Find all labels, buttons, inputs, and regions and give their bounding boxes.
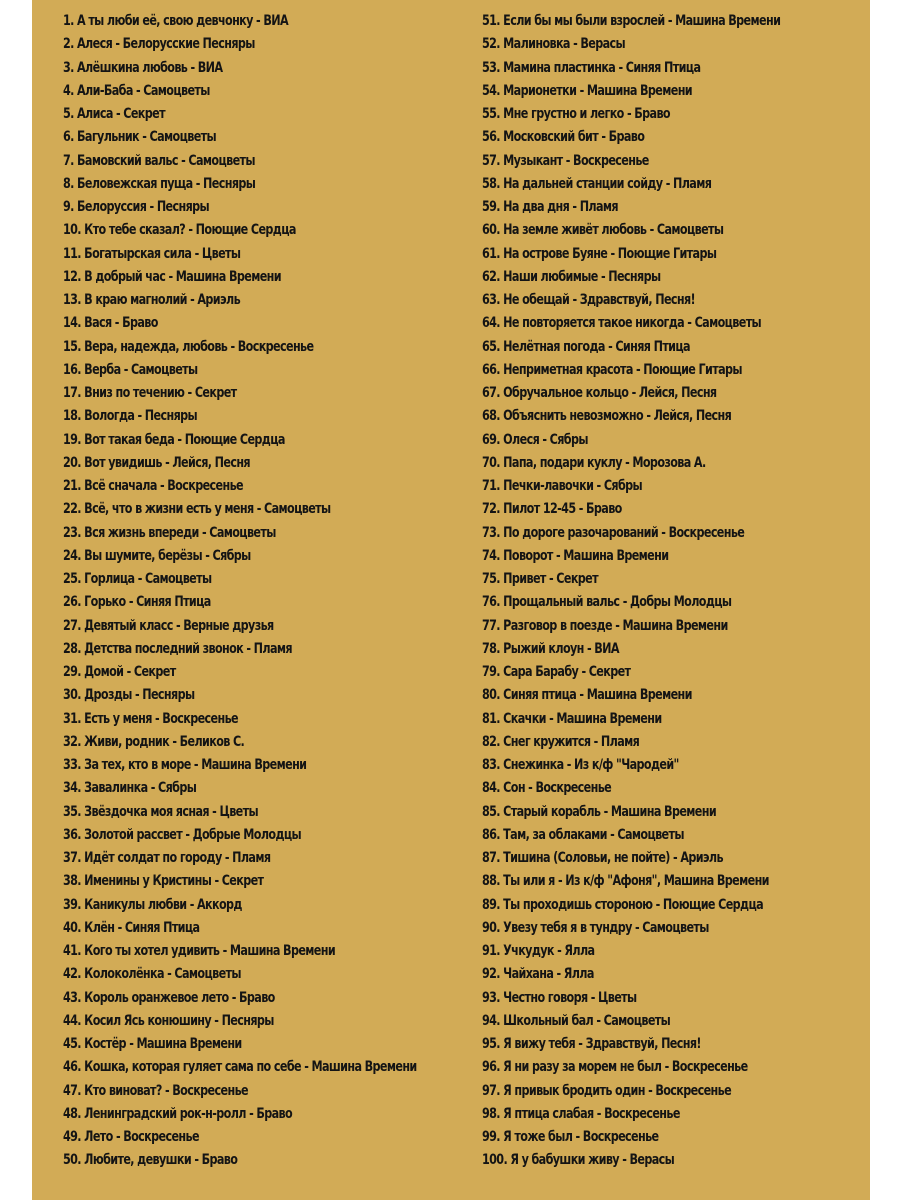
song-entry: 64. Не повторяется такое никогда - Самоцветы (482, 315, 762, 332)
song-entry: 48. Ленинградский рок-н-ролл - Браво (63, 1105, 293, 1122)
song-entry: 25. Горлица - Самоцветы (63, 571, 212, 587)
song-entry: 58. На дальней станции сойду - Пламя (482, 175, 712, 192)
song-entry: 3. Алёшкина любовь - ВИА (63, 59, 223, 76)
song-entry: 12. В добрый час - Машина Времени (63, 268, 281, 285)
song-entry: 96. Я ни разу за морем не был - Воскресенье (482, 1059, 748, 1076)
song-entry: 56. Московский бит - Браво (482, 129, 645, 146)
song-entry: 51. Если бы мы были взрослей - Машина Времени (482, 13, 781, 29)
song-entry: 46. Кошка, которая гуляет сама по себе - Машина Времени (63, 1059, 417, 1076)
song-entry: 38. Именины у Кристины - Секрет (63, 873, 264, 890)
song-entry: 20. Вот увидишь - Лейся, Песня (63, 454, 250, 471)
song-entry: 93. Честно говоря - Цветы (482, 989, 637, 1006)
song-entry: 84. Сон - Воскресенье (482, 780, 612, 797)
song-entry: 31. Есть у меня - Воскресенье (63, 710, 239, 727)
song-entry: 78. Рыжий клоун - ВИА (482, 640, 619, 657)
song-entry: 100. Я у бабушки живу - Верасы (482, 1152, 675, 1169)
song-entry: 30. Дрозды - Песняры (63, 687, 195, 704)
song-entry: 83. Снежинка - Из к/ф "Чародей" (482, 757, 679, 773)
song-entry: 1. А ты люби её, свою девчонку - ВИА (63, 13, 288, 29)
song-entry: 4. Али-Баба - Самоцветы (63, 82, 210, 99)
song-entry: 88. Ты или я - Из к/ф "Афоня", Машина Времени (482, 873, 769, 890)
song-entry: 29. Домой - Секрет (63, 664, 176, 680)
song-entry: 66. Неприметная красота - Поющие Гитары (482, 361, 742, 378)
song-entry: 9. Белоруссия - Песняры (63, 199, 210, 215)
song-entry: 24. Вы шумите, берёзы - Сябры (63, 547, 251, 564)
song-entry: 27. Девятый класс - Верные друзья (63, 617, 274, 634)
song-entry: 63. Не обещай - Здравствуй, Песня! (482, 292, 696, 308)
song-entry: 14. Вася - Браво (63, 315, 158, 332)
song-entry: 76. Прощальный вальс - Добры Молодцы (482, 594, 732, 611)
song-entry: 70. Папа, подари куклу - Морозова А. (482, 454, 706, 471)
song-entry: 40. Клён - Синяя Птица (63, 919, 200, 936)
song-entry: 54. Марионетки - Машина Времени (482, 82, 693, 99)
song-entry: 5. Алиса - Секрет (63, 106, 165, 122)
song-list-poster (32, 0, 870, 1200)
song-entry: 79. Сара Барабу - Секрет (482, 664, 631, 680)
song-entry: 28. Детства последний звонок - Пламя (63, 640, 292, 657)
song-entry: 65. Нелётная погода - Синяя Птица (482, 338, 690, 355)
song-entry: 45. Костёр - Машина Времени (63, 1036, 242, 1052)
song-entry: 82. Снег кружится - Пламя (482, 733, 640, 750)
song-entry: 39. Каникулы любви - Аккорд (63, 896, 242, 913)
song-entry: 2. Алеся - Белорусские Песняры (63, 36, 255, 53)
song-entry: 15. Вера, надежда, любовь - Воскресенье (63, 338, 314, 355)
song-entry: 87. Тишина (Соловьи, не пойте) - Ариэль (482, 850, 723, 866)
song-entry: 7. Бамовский вальс - Самоцветы (63, 152, 255, 169)
song-entry: 86. Там, за облаками - Самоцветы (482, 826, 684, 843)
song-entry: 67. Обручальное кольцо - Лейся, Песня (482, 385, 717, 401)
song-entry: 26. Горько - Синяя Птица (63, 594, 211, 611)
song-entry: 80. Синяя птица - Машина Времени (482, 687, 692, 704)
song-entry: 81. Скачки - Машина Времени (482, 710, 662, 727)
song-entry: 19. Вот такая беда - Поющие Сердца (63, 431, 285, 448)
song-entry: 8. Беловежская пуща - Песняры (63, 175, 256, 192)
song-entry: 23. Вся жизнь впереди - Самоцветы (63, 524, 276, 541)
song-entry: 44. Косил Ясь конюшину - Песняры (63, 1012, 274, 1029)
song-entry: 95. Я вижу тебя - Здравствуй, Песня! (482, 1036, 701, 1052)
song-entry: 55. Мне грустно и легко - Браво (482, 106, 670, 122)
song-entry: 90. Увезу тебя я в тундру - Самоцветы (482, 919, 709, 936)
song-entry: 60. На земле живёт любовь - Самоцветы (482, 222, 724, 239)
song-entry: 37. Идёт солдат по городу - Пламя (63, 850, 271, 866)
song-list-column-2 (482, 10, 862, 1173)
song-entry: 59. На два дня - Пламя (482, 199, 618, 215)
song-entry: 13. В краю магнолий - Ариэль (63, 292, 241, 308)
song-entry: 32. Живи, родник - Беликов С. (63, 733, 245, 750)
song-entry: 53. Мамина пластинка - Синяя Птица (482, 59, 701, 76)
song-entry: 36. Золотой рассвет - Добрые Молодцы (63, 826, 302, 843)
song-entry: 16. Верба - Самоцветы (63, 361, 198, 378)
song-entry: 43. Король оранжевое лето - Браво (63, 989, 275, 1006)
song-entry: 17. Вниз по течению - Секрет (63, 385, 237, 401)
song-entry: 85. Старый корабль - Машина Времени (482, 803, 717, 820)
song-entry: 18. Вологда - Песняры (63, 408, 198, 425)
song-entry: 47. Кто виноват? - Воскресенье (63, 1082, 248, 1099)
song-entry: 21. Всё сначала - Воскресенье (63, 478, 243, 494)
song-entry: 92. Чайхана - Ялла (482, 966, 594, 983)
song-entry: 11. Богатырская сила - Цветы (63, 245, 241, 262)
song-entry: 57. Музыкант - Воскресенье (482, 152, 649, 169)
song-list-column-1 (63, 10, 458, 1173)
song-entry: 98. Я птица слабая - Воскресенье (482, 1105, 680, 1122)
song-entry: 22. Всё, что в жизни есть у меня - Самоцветы (63, 501, 331, 518)
song-entry: 89. Ты проходишь стороною - Поющие Сердца (482, 896, 764, 913)
song-entry: 97. Я привык бродить один - Воскресенье (482, 1082, 732, 1099)
song-entry: 50. Любите, девушки - Браво (63, 1152, 238, 1169)
song-entry: 10. Кто тебе сказал? - Поющие Сердца (63, 222, 296, 239)
song-entry: 62. Наши любимые - Песняры (482, 268, 661, 285)
song-entry: 6. Багульник - Самоцветы (63, 129, 216, 146)
song-entry: 61. На острове Буяне - Поющие Гитары (482, 245, 717, 262)
song-entry: 71. Печки-лавочки - Сябры (482, 478, 643, 494)
song-entry: 73. По дороге разочарований - Воскресенье (482, 524, 745, 541)
song-entry: 99. Я тоже был - Воскресенье (482, 1129, 659, 1145)
song-entry: 42. Колоколёнка - Самоцветы (63, 966, 241, 983)
song-entry: 35. Звёздочка моя ясная - Цветы (63, 803, 258, 820)
song-entry: 75. Привет - Секрет (482, 571, 598, 587)
song-entry: 74. Поворот - Машина Времени (482, 547, 669, 564)
song-entry: 33. За тех, кто в море - Машина Времени (63, 757, 307, 773)
song-entry: 41. Кого ты хотел удивить - Машина Времени (63, 943, 336, 959)
song-entry: 69. Олеся - Сябры (482, 431, 588, 448)
song-entry: 94. Школьный бал - Самоцветы (482, 1012, 671, 1029)
song-entry: 68. Объяснить невозможно - Лейся, Песня (482, 408, 732, 425)
song-entry: 72. Пилот 12-45 - Браво (482, 501, 622, 518)
song-entry: 34. Завалинка - Сябры (63, 780, 197, 797)
song-entry: 91. Учкудук - Ялла (482, 943, 595, 959)
song-entry: 52. Малиновка - Верасы (482, 36, 626, 53)
song-entry: 77. Разговор в поезде - Машина Времени (482, 617, 728, 634)
song-entry: 49. Лето - Воскресенье (63, 1129, 199, 1145)
